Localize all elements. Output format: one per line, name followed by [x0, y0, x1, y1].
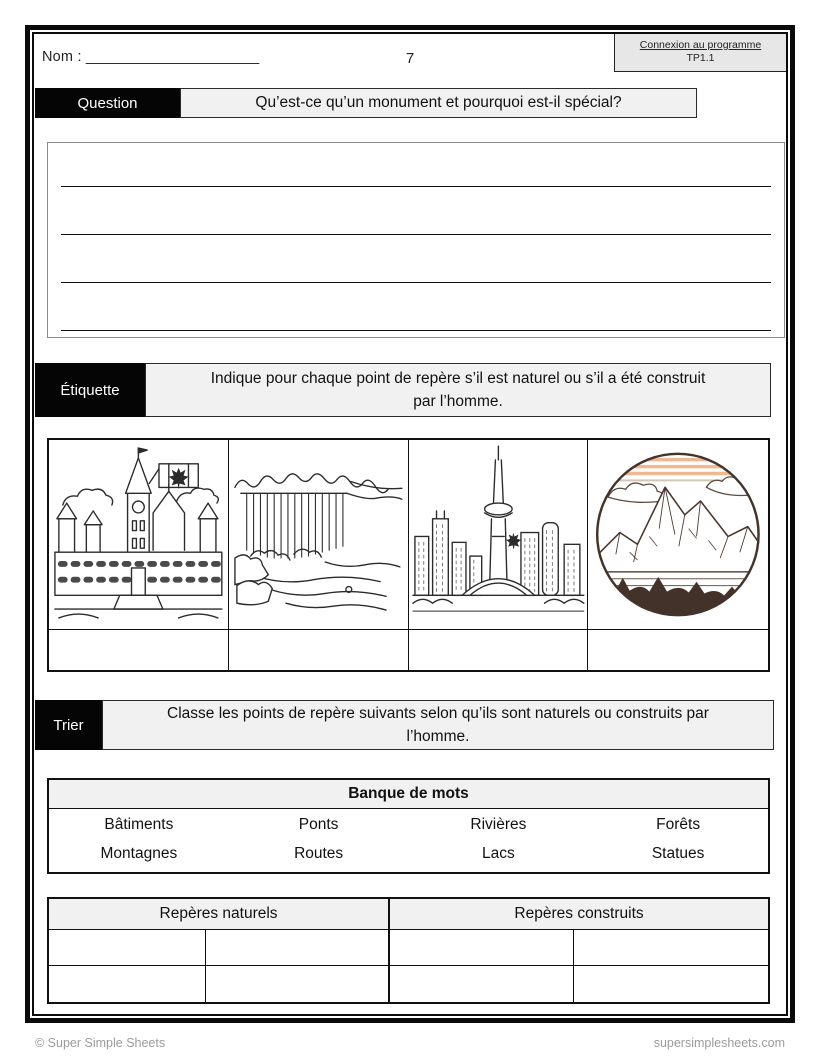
parliament-buildings-illustration	[49, 440, 229, 630]
trier-section-label: Trier	[35, 700, 102, 750]
mountain-landscape-illustration	[588, 440, 768, 630]
word-bank-table	[47, 778, 770, 874]
word-bank-item: Rivières	[470, 816, 527, 833]
sort-answer-cell[interactable]	[574, 930, 768, 966]
landmark-images-table	[47, 438, 770, 672]
copyright-text: © Super Simple Sheets	[35, 1036, 166, 1050]
question-prompt: Qu’est-ce qu’un monument et pourquoi est-il spécial?	[180, 88, 697, 118]
sort-answer-cell[interactable]	[206, 966, 390, 1002]
landmark-answer-cell[interactable]	[229, 630, 409, 670]
writing-line	[61, 330, 771, 331]
sort-answer-cell[interactable]	[390, 930, 574, 966]
name-field[interactable]: Nom : _____________________	[42, 49, 260, 65]
etiquette-prompt: Indique pour chaque point de repère s’il est naturel ou s’il a été construit par l’homme.	[145, 363, 771, 417]
website-url: supersimplesheets.com	[653, 1036, 785, 1050]
writing-line	[61, 186, 771, 187]
sort-answer-cell[interactable]	[206, 930, 390, 966]
program-code: TP1.1	[686, 52, 715, 64]
word-bank-item: Bâtiments	[104, 816, 174, 833]
sort-answer-cell[interactable]	[390, 966, 574, 1002]
writing-line	[61, 282, 771, 283]
word-bank-item: Routes	[294, 845, 344, 862]
word-bank-grid	[49, 809, 768, 872]
trier-section-header	[35, 700, 774, 750]
page-border	[25, 25, 795, 1023]
word-bank-item: Montagnes	[100, 845, 178, 862]
cn-tower-skyline-illustration	[409, 440, 589, 630]
answer-writing-area[interactable]	[47, 142, 785, 338]
word-bank-item: Lacs	[482, 845, 515, 862]
page-inner-border	[32, 32, 788, 1016]
niagara-falls-illustration	[229, 440, 409, 630]
trier-prompt: Classe les points de repère suivants selon qu’ils sont naturels ou construits par l’homme.	[102, 700, 774, 750]
sort-table-body	[49, 930, 768, 1002]
word-bank-item: Forêts	[656, 816, 701, 833]
sort-answer-cell[interactable]	[49, 966, 206, 1002]
sort-table	[47, 897, 770, 1004]
word-bank-item: Ponts	[298, 816, 339, 833]
header-row	[42, 48, 778, 74]
natural-landmarks-header: Repères naturels	[49, 899, 390, 929]
page-number: 7	[405, 50, 415, 67]
question-section-label: Question	[35, 88, 180, 118]
landmark-answer-cell[interactable]	[409, 630, 589, 670]
word-bank-item: Statues	[651, 845, 705, 862]
sort-answer-cell[interactable]	[574, 966, 768, 1002]
writing-line	[61, 234, 771, 235]
landmark-answer-cell[interactable]	[588, 630, 768, 670]
constructed-landmarks-header: Repères construits	[514, 905, 644, 922]
sort-table-headers	[49, 899, 768, 930]
landmark-answer-cell[interactable]	[49, 630, 229, 670]
question-section-header	[35, 88, 697, 118]
etiquette-section-label: Étiquette	[35, 363, 145, 417]
sort-answer-cell[interactable]	[49, 930, 206, 966]
word-bank-title: Banque de mots	[49, 780, 768, 809]
etiquette-section-header	[35, 363, 771, 417]
page-footer	[35, 1036, 785, 1050]
program-connection-title: Connexion au programme	[639, 39, 762, 51]
